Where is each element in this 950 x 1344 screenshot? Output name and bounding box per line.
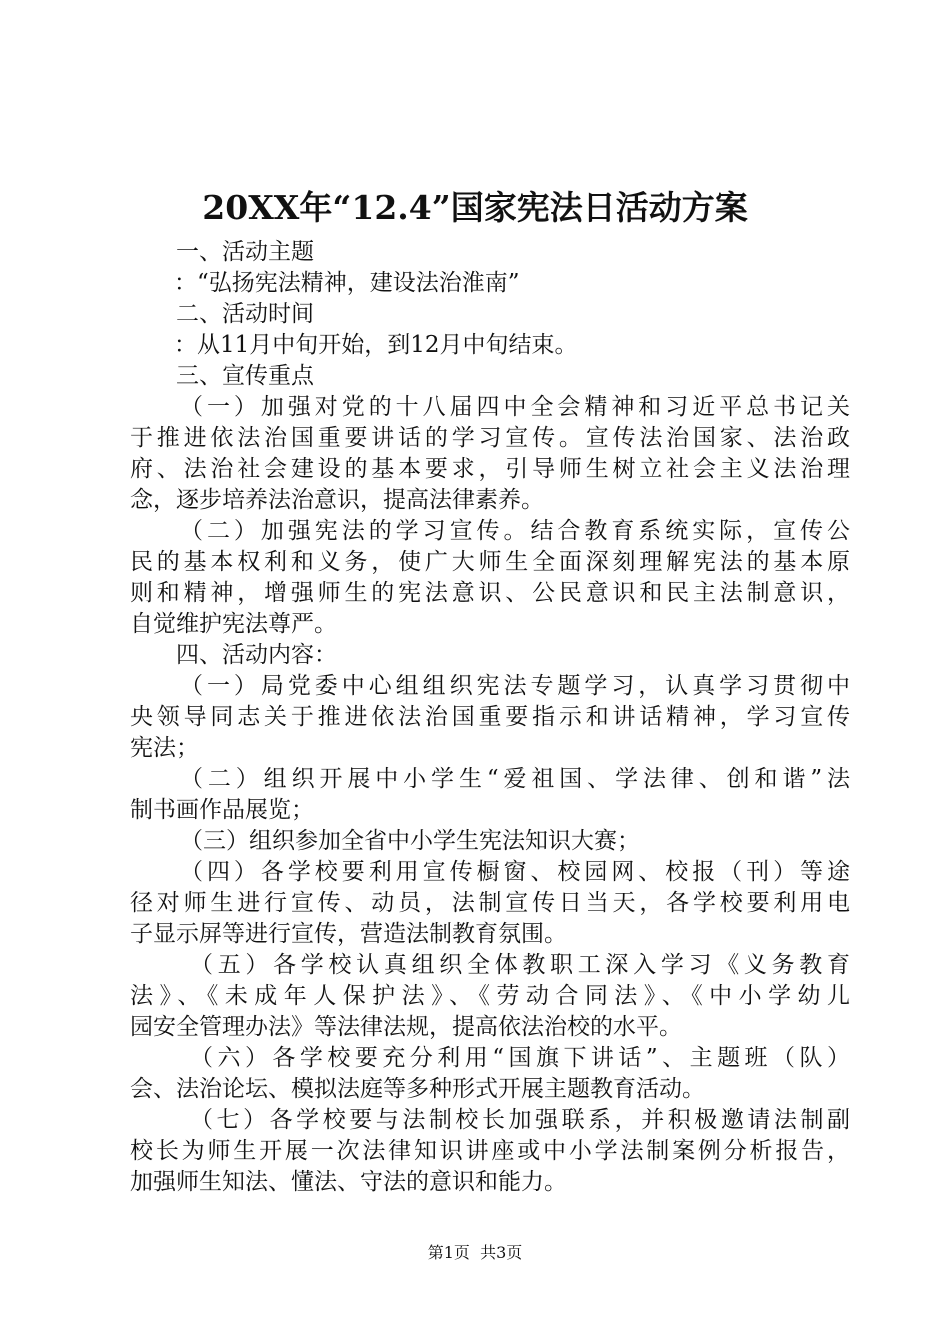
paragraph-line: 自觉维护宪法尊严。 <box>130 611 337 637</box>
paragraph-line: （二）加强宪法的学习宣传。结合教育系统实际，宣传公 <box>180 518 850 544</box>
paragraph-line: 校长为师生开展一次法律知识讲座或中小学法制案例分析报告， <box>130 1138 850 1164</box>
section-heading-focus: 三、宣传重点 <box>176 363 314 389</box>
paragraph-line: （七）各学校要与法制校长加强联系，并积极邀请法制副 <box>190 1107 850 1133</box>
paragraph-line: （四）各学校要利用宣传橱窗、校园网、校报（刊）等途 <box>180 859 850 885</box>
paragraph-line: 则和精神，增强师生的宪法意识、公民意识和民主法制意识， <box>130 580 850 606</box>
theme-text: ：“弘扬宪法精神，建设法治淮南” <box>174 270 520 296</box>
paragraph-line: 府、法治社会建设的基本要求，引导师生树立社会主义法治理 <box>130 456 850 482</box>
paragraph-line: 民的基本权利和义务，使广大师生全面深刻理解宪法的基本原 <box>130 549 850 575</box>
page-footer: 第1页 共3页 <box>427 1243 523 1262</box>
section-heading-time: 二、活动时间 <box>176 301 314 327</box>
section-heading-content: 四、活动内容： <box>176 642 337 668</box>
paragraph-line: 园安全管理办法》等法律法规，提高依法治校的水平。 <box>130 1014 682 1040</box>
paragraph-line: 会、法治论坛、模拟法庭等多种形式开展主题教育活动。 <box>130 1076 705 1102</box>
paragraph-line: 宪法； <box>130 735 199 761</box>
paragraph-line: （二）组织开展中小学生“爱祖国、学法律、创和谐”法 <box>180 766 850 792</box>
document-title: 20XX年“12.4”国家宪法日活动方案 <box>202 188 748 227</box>
document-body <box>130 237 850 1198</box>
paragraph-line: 加强师生知法、懂法、守法的意识和能力。 <box>130 1169 567 1195</box>
paragraph-line: （一）加强对党的十八届四中全会精神和习近平总书记关 <box>180 394 850 420</box>
section-heading-theme: 一、活动主题 <box>176 239 314 265</box>
paragraph-line: 于推进依法治国重要讲话的学习宣传。宣传法治国家、法治政 <box>130 425 850 451</box>
paragraph-line: 念，逐步培养法治意识，提高法律素养。 <box>130 487 544 513</box>
paragraph-line: 径对师生进行宣传、动员，法制宣传日当天，各学校要利用电 <box>130 890 850 916</box>
paragraph-line: （一）局党委中心组组织宪法专题学习，认真学习贯彻中 <box>180 673 850 699</box>
paragraph-line: 子显示屏等进行宣传，营造法制教育氛围。 <box>130 921 567 947</box>
paragraph-line: 法》、《未成年人保护法》、《劳动合同法》、《中小学幼儿 <box>130 983 850 1009</box>
paragraph-line: （六）各学校要充分利用“国旗下讲话”、主题班（队） <box>190 1045 850 1071</box>
paragraph-line: 央领导同志关于推进依法治国重要指示和讲话精神，学习宣传 <box>130 704 850 730</box>
paragraph-line: 制书画作品展览； <box>130 797 314 823</box>
paragraph-line: （五）各学校认真组织全体教职工深入学习《义务教育 <box>190 952 850 978</box>
time-text: ：从11月中旬开始，到12月中旬结束。 <box>174 332 578 358</box>
paragraph-line: （三）组织参加全省中小学生宪法知识大赛； <box>180 828 640 854</box>
